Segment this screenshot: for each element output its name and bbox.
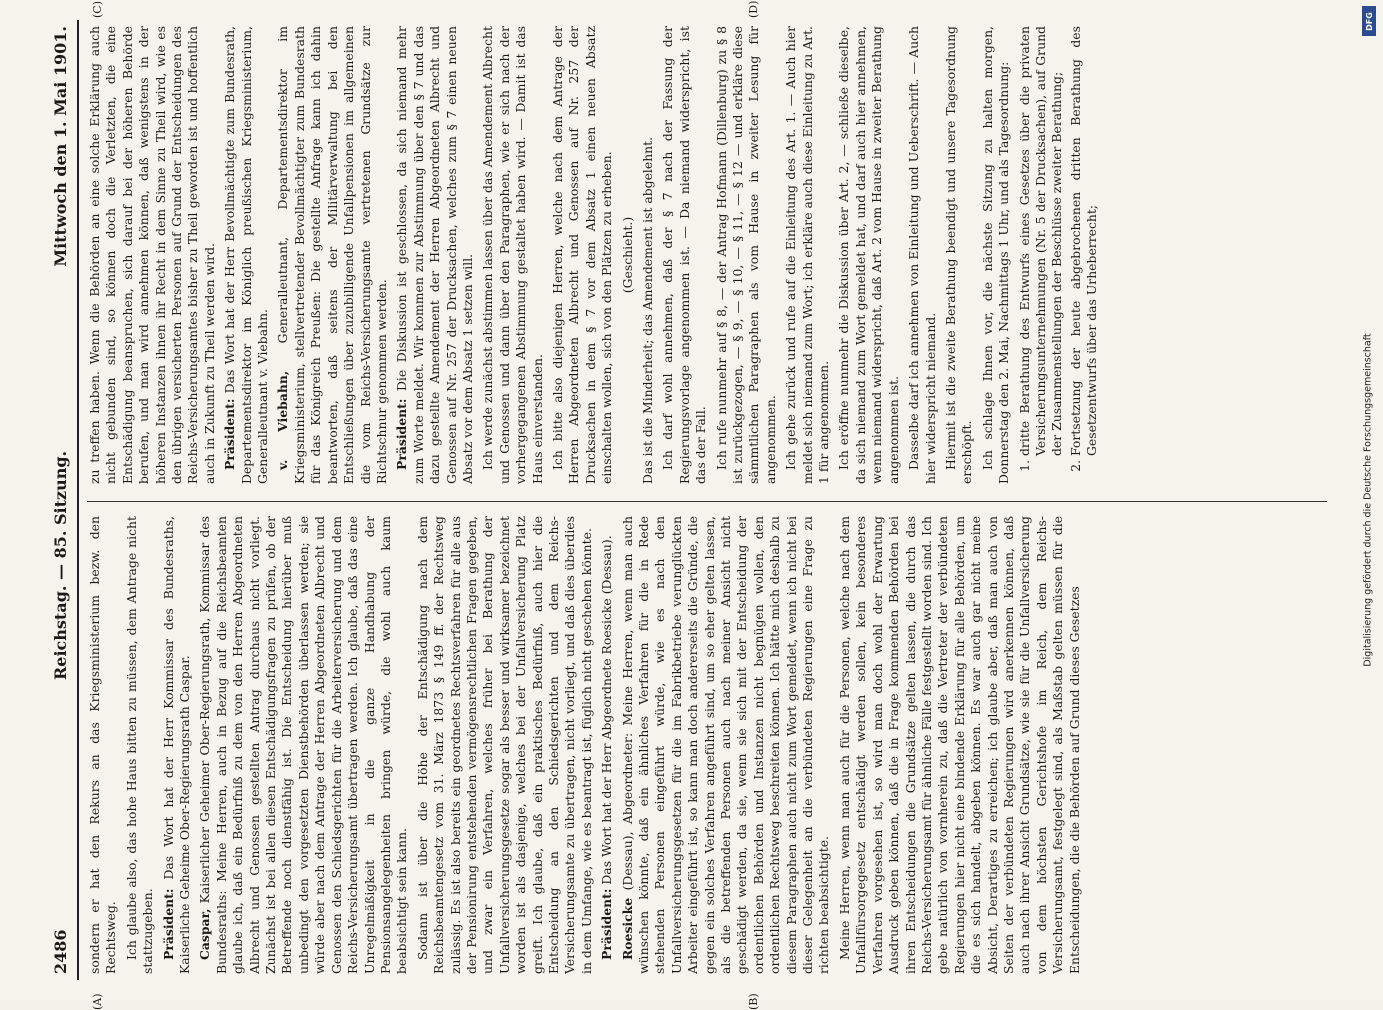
paragraph-text: zu treffen haben. Wenn die Behörden an eine solche Erklärung auch nicht gebunden sind, so können doch die Verletzten, die eine Entschädigung beanspruchen, sich darauf bei der höheren Behörde berufen, und man wird annehmen können, daß wenigstens in der höheren Instanzen ihnen ihr Recht in dem Sinne zu Theil wird, wie es den übrigen versicherten Personen auf Grund der Entscheidungen des Reichs-Versicherungsamtes bisher zu Theil geworden ist und hoffentlich auch in Zukunft zu Theil werden wird. — [86, 26, 217, 484]
procedural-note — [619, 26, 635, 484]
paragraph — [87, 516, 120, 974]
right-column — [87, 26, 1327, 484]
agenda-list — [1016, 26, 1100, 484]
paragraph-text: Ich schlage Ihnen vor, die nächste Sitzung zu halten morgen, Donnerstag den 2. Mai, Nachmittags 1 Uhr, und als Tagesordnung: — [979, 26, 1011, 484]
speaker-name: Präsident: — [160, 888, 176, 960]
agenda-item: 1. dritte Berathung des Entwurfs eines Gesetzes über die privaten Versicherungsunternehmungen (Nr. 5 der Drucksachen), auf Grund der Zusammenstellungen der Beschlüsse zweiter Berathung; — [1016, 26, 1065, 456]
paragraph — [599, 516, 615, 974]
session-title: Reichstag. — 85. Sitzung. — [50, 450, 70, 680]
paragraph-text: Die Diskussion ist geschlossen, da sich niemand mehr zum Worte meldet. Wir kommen zur Abstimmung über den § 7 und das dazu gestellte Amendement der Herren Abgeordneten Albrecht und Genossen auf Nr. 257 der Drucksachen, welches zum § 7 einen neuen Absatz vor dem Absatz 1 setzen will. — [393, 26, 475, 484]
paragraph — [480, 26, 546, 484]
speaker-name: Roesicke — [619, 897, 635, 960]
column-divider — [87, 501, 1327, 502]
paragraph — [275, 26, 390, 484]
digitization-note: Digitalisierung gefördert durch die Deutsche Forschungsgemeinschaft — [1362, 333, 1374, 667]
paragraph — [979, 26, 1012, 484]
paragraph — [414, 516, 594, 974]
speaker-name: v. Viebahn, — [274, 370, 290, 470]
paragraph — [783, 26, 832, 484]
session-date: Mittwoch den 1. Mai 1901. — [50, 26, 70, 267]
agenda-item: 2. Fortsetzung der heute abgebrochenen dritten Berathung des Gesetzentwurfs über das Urheberrecht; — [1067, 26, 1100, 456]
paragraph-text: (Dessau), Abgeordneter: Meine Herren, wenn man auch wünschen könnte, daß ein ähnliches Verfahren für die in Rede stehenden Personen eingeführt würde, wie es nach den Unfallversicherungsgesetzen für die im Fabrikbetriebe verunglückten Arbeiter eingeführt ist, so kann man doch andererseits die Gründe, die gegen ein solches Verfahren angeführt sind, um so eher gelten lassen, als die betreffenden Personen auch nach meiner Ansicht nicht geschädigt werden, da sie, wenn sie sich mit der Entscheidung der ordentlichen Behörden und Instanzen nicht begnügen wollen, den ordentlichen Rechtsweg beschreiten können. Ich hätte mich deshalb zu diesem Paragraphen auch nicht zum Wort gemeldet, wenn ich nicht bei dieser Gelegenheit an die verbündeten Regierungen eine Frage zu richten beabsichtigte. — [619, 516, 831, 974]
speaker-name: Präsident: — [598, 888, 614, 960]
paragraph-text: Dasselbe darf ich annehmen von Einleitung und Ueberschrift. — Auch hier widerspricht niemand. — [905, 26, 937, 484]
paragraph — [123, 516, 156, 974]
paragraph — [713, 26, 779, 484]
paragraph-text: Ich darf wohl annehmen, daß der § 7 nach der Fassung der Regierungsvorlage angenommen ist. — Da niemand widerspricht, ist das der Fall. — [659, 26, 708, 484]
header-rule — [77, 20, 79, 980]
page-number: 2486 — [50, 929, 70, 974]
paragraph-text: Ich eröffne nunmehr die Diskussion über Art. 2, — schließe dieselbe, da sich niemand zum Wort gemeldet hat, und darf auch hier annehmen, wenn niemand widerspricht, daß Art. 2 vom Hause in zweiter Berathung angenommen ist. — [835, 26, 901, 484]
paragraph-text: Hiermit ist die zweite Berathung beendigt und unsere Tagesordnung erschöpft. — [942, 26, 974, 484]
paragraph — [640, 26, 656, 484]
paragraph-text: Generalleutnant, Departementsdirektor im Kriegsministerium, stellvertretender Bevollmächtigter zum Bundesrath für das Königreich Preußen: Die gestellte Anfrage kann ich dahin beantworten, daß seitens der Militärverwaltung bei den Entschließungen über zuzubilligende Unfallpensionen im allgemeinen die vom Reichs-Versicherungsamte vertretenen Grundsätze zur Richtschnur genommen werden. — [274, 26, 389, 484]
paragraph — [836, 516, 1082, 974]
paragraph-text: Ich rufe nunmehr auf § 8, — der Antrag Hofmann (Dillenburg) zu § 8 ist zurückgezogen, — § 9, — § 10, — § 11, — § 12 — und erkläre diese sämmtlichen Paragraphen als vom Hause in zweiter Lesung für angenommen. — [713, 26, 778, 484]
speaker-name: Caspar, — [196, 908, 212, 960]
paragraph — [394, 26, 476, 484]
margin-marker-c: (C) — [90, 1, 104, 18]
paragraph-text: Meine Herren, wenn man auch für die Personen, welche nach dem Unfallfürsorgegesetz entschädigt werden sollen, kein besonderes Verfahren vorgesehen ist, so wird man doch wohl der Erwartung Ausdruck geben können, daß die in Frage kommenden Behörden bei ihren Entscheidungen die Grundsätze gelten lassen, die durch das Reichs-Versicherungsamt für ähnliche Fälle festgestellt worden sind. Ich gebe natürlich von vornherein zu, daß die Vertreter der verbündeten Regierungen hier nicht eine bindende Erklärung für alle Behörden, um die es sich handelt, abgeben können. Es war auch gar nicht meine Absicht, Derartiges zu erreichen; ich glaube aber, daß man auch von Seiten der verbündeten Regierungen wird anerkennen können, daß auch nach ihrer Ansicht Grundsätze, wie sie für die Unfallversicherung von dem höchsten Gerichtshofe im Reich, dem Reichs-Versicherungsamt, festgelegt sind, als Maßstab gelten müssen für die Entscheidungen, die die Behörden auf Grund dieses Gesetzes — [836, 516, 1082, 974]
paragraph — [87, 26, 218, 484]
paragraph — [660, 26, 709, 484]
paragraph-text: sondern er hat den Rekurs an das Kriegsministerium bezw. den Rechtsweg. — [86, 516, 118, 974]
dfg-logo: DFG — [1362, 6, 1376, 36]
paragraph-text: Ich bitte also diejenigen Herren, welche nach dem Antrage der Herren Abgeordneten Albrecht und Genossen auf Nr. 257 der Drucksachen in dem § 7 vor dem Absatz 1 einen neuen Absatz einschalten wollen, sich von den Plätzen zu erheben. — [549, 26, 614, 484]
paragraph-text: Das Wort hat der Herr Bevollmächtigte zum Bundesrath, Departementsdirektor im Königlich preußischen Kriegsministerium, Generalleutnant v. Viebahn. — [221, 26, 270, 484]
paragraph-text: Das Wort hat der Herr Abgeordnete Roesicke (Dessau). — [598, 535, 614, 885]
paragraph — [836, 26, 902, 484]
paragraph-text: Kaiserlicher Geheimer Ober-Regierungsrath, Kommissar des Bundesraths: Meine Herren, auch in Bezug auf die Reichsbeamten glaube ich, daß ein Bedürfniß zu dem von den Herren Abgeordneten Albrecht und Genossen gestellten Antrag durchaus nicht vorliegt. Zunächst ist bei allen diesen Entschädigungsfragen zu prüfen, ob der Betreffende noch dienstfähig ist. Die Entscheidung hierüber muß unbedingt den vorgesetzten Dienstbehörden überlassen werden; sie würde aber nach dem Antrage der Herren Abgeordneten Albrecht und Genossen den Schiedsgerichten für die Arbeiterversicherung und dem Reichs-Versicherungsamt übertragen werden. Ich glaube, daß das eine Unregelmäßigkeit in die ganze Handhabung der Pensionsangelegenheiten bringen würde, die wohl auch kaum beabsichtigt sein kann. — [196, 516, 409, 974]
paragraph — [160, 516, 193, 974]
paragraph — [197, 516, 410, 974]
page-header — [47, 20, 77, 980]
margin-marker-a: (A) — [90, 993, 104, 1010]
paragraph-text: Ich glaube also, das hohe Haus bitten zu müssen, dem Antrage nicht stattzugeben. — [123, 516, 155, 974]
paragraph-text: Ich werde zunächst abstimmen lassen über das Amendement Albrecht und Genossen und dann über den Paragraphen, wie er sich nach der vorhergegangenen Abstimmung gestaltet haben wird. — Damit ist das Haus einverstanden. — [479, 26, 545, 484]
paragraph — [942, 26, 975, 484]
paragraph-text: Das Wort hat der Herr Kommissar des Bundesraths, Kaiserliche Geheime Ober-Regierungsrath Caspar. — [160, 516, 192, 974]
paragraph — [619, 516, 832, 974]
paragraph-text: Sodann ist über die Höhe der Entschädigung nach dem Reichsbeamtengesetz vom 31. März 1873 § 149 ff. der Rechtsweg zulässig. Es ist also bereits ein geordnetes Rechtsverfahren für alle aus der Pensionirung entstehenden vermögensrechtlichen Fragen gegeben, und zwar ein Verfahren, welches früher bei Berathung der Unfallversicherungsgesetze sogar als besser und wirksamer bezeichnet worden ist als dasjenige, welches bei der Unfallversicherung Platz greift. Ich glaube, daß ein praktisches Bedürfniß, auch hier die Entscheidung an den Schiedsgerichten und dem Reichs-Versicherungsamte zu übertragen, nicht vorliegt, und daß dies überdies in dem Umfange, wie es beantragt ist, füglich nicht geschehen könnte. — [414, 516, 594, 974]
paragraph-text: (Geschieht.) — [619, 216, 635, 294]
left-column — [87, 516, 1327, 974]
margin-marker-d: (D) — [746, 0, 760, 18]
rotated-page-content — [47, 0, 1337, 1010]
margin-marker-b: (B) — [746, 993, 760, 1010]
speaker-name: Präsident: — [393, 398, 409, 470]
paragraph — [906, 26, 939, 484]
paragraph — [222, 26, 271, 484]
speaker-name: Präsident: — [221, 398, 237, 470]
paragraph-text: Ich gehe zurück und rufe auf die Einleitung des Art. 1. — Auch hier meldet sich niemand zum Wort; ich erkläre auch diese Einleitung zu Art. 1 für angenommen. — [782, 26, 831, 484]
paragraph-text: Das ist die Minderheit; das Amendement ist abgelehnt. — [639, 136, 655, 484]
paragraph — [549, 26, 615, 484]
